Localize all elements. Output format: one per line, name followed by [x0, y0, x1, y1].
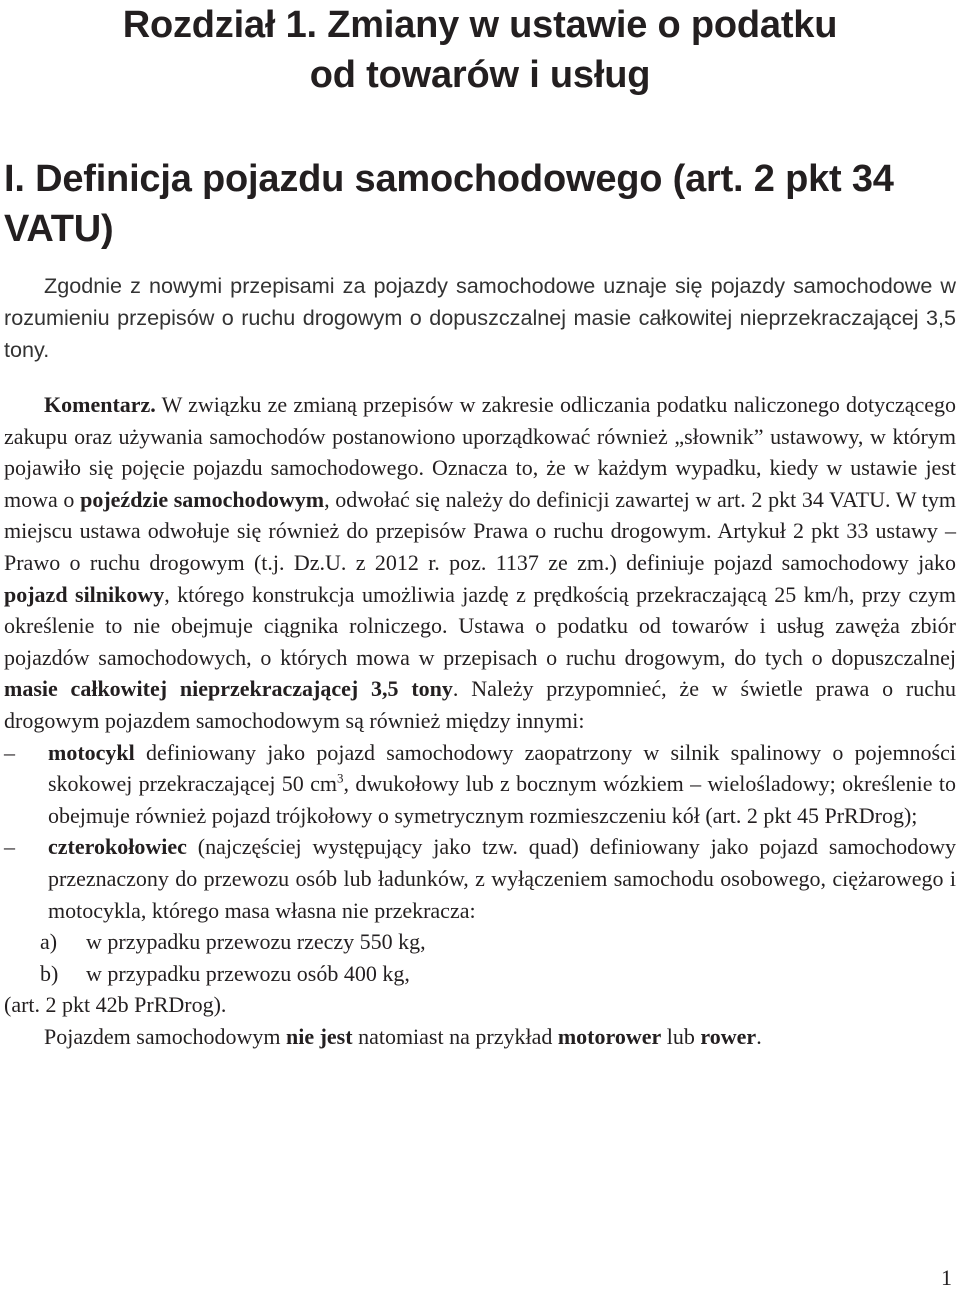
dash-bullet: – [4, 739, 15, 765]
closing-bold-1: nie jest [285, 1023, 353, 1049]
dash-bullet: – [4, 834, 15, 860]
chapter-title-line-1: Rozdział 1. Zmiany w ustawie o podatku [122, 4, 838, 46]
page-number: 1 [941, 1265, 952, 1290]
section-title: I. Definicja pojazdu samochodowego (art. 2 pkt 34 VATU) [4, 158, 894, 250]
article-reference: (art. 2 pkt 42b PrRDrog). [4, 992, 227, 1018]
list-item-term: czterokołowiec [48, 834, 187, 860]
sub-item-b [4, 958, 956, 990]
comment-label: Komentarz. [44, 392, 156, 417]
list-item-czterokolowiec [4, 831, 956, 926]
list-item-term: motocykl [48, 739, 135, 765]
closing-paragraph [4, 1021, 956, 1053]
chapter-title-line-2: od towarów i usług [309, 54, 651, 96]
closing-bold-2: motorower [557, 1023, 662, 1049]
comment-text-2: , odwołać się należy do definicji zawartej w art. 2 pkt 34 VATU. W tym miejscu ustawa odwołuje się również do przepisów Prawa o ruchu drogowym. Artykuł 2 pkt 33 ustawy – Prawo o ruchu drogowym (t.j. Dz.U. z 2012 r. poz. 1137 ze zm.) definiuje pojazd samochodowy jako [4, 486, 956, 575]
closing-text-2: natomiast na przykład [352, 1023, 558, 1049]
comment-bold-1: pojeździe samochodowym [80, 486, 325, 512]
chapter-title [0, 0, 960, 100]
list-item-motocykl [4, 737, 956, 832]
closing-text-3: lub [661, 1023, 701, 1049]
comment-text-1: W związku ze zmianą przepisów w zakresie odliczania podatku naliczonego dotyczącego zakupu oraz używania samochodów postanowiono uporządkować również „słownik” ustawowy, w którym pojawiło się pojęcie pojazdu samochodowego. Oznacza to, że w każdym wypadku, kiedy w ustawie jest mowa o [4, 392, 956, 512]
comment-text-4: . Należy przypomnieć, że w świetle prawa o ruchu drogowym pojazdem samochodowym są również między innymi: [4, 676, 956, 733]
intro-paragraph: Zgodnie z nowymi przepisami za pojazdy samochodowe uznaje się pojazdy samochodowe w rozumieniu przepisów o ruchu drogowym o dopuszczalnej masie całkowitej nieprzekraczającej 3,5 tony. [4, 273, 956, 362]
sub-item-text: w przypadku przewozu osób 400 kg, [86, 960, 410, 986]
comment-bold-3: masie całkowitej nieprzekraczającej 3,5 tony [4, 676, 453, 702]
closing-text-4: . [756, 1023, 762, 1049]
comment-text-3: , którego konstrukcja umożliwia jazdę z prędkością przekraczającą 25 km/h, przy czym określenie to nie obejmuje ciągnika rolniczego. Ustawa o podatku od towarów i usług zawęża zbiór pojazdów samochodowych, o których mowa w przepisach o ruchu drogowym, do tych o dopuszczalnej [4, 581, 957, 670]
superscript: 3 [337, 770, 344, 786]
sub-item-letter: b) [40, 960, 59, 986]
comment-paragraph [4, 389, 956, 737]
closing-bold-3: rower [700, 1023, 757, 1049]
closing-text-1: Pojazdem samochodowym [44, 1023, 286, 1049]
sub-item-a [4, 926, 956, 958]
list-item-text: definiowany jako pojazd samochodowy zaopatrzony w silnik spalinowy o pojemności skokowej przekraczającej 50 cm [48, 739, 956, 797]
comment-section [4, 389, 956, 1052]
list-item-text-continued: , dwukołowy lub z bocznym wózkiem – wielośladowy; określenie to obejmuje również pojazd trójkołowy o symetrycznym rozmieszczeniu kół (art. 2 pkt 45 PrRDrog); [48, 771, 956, 828]
sub-item-text: w przypadku przewozu rzeczy 550 kg, [86, 929, 426, 955]
comment-bold-2: pojazd silnikowy [4, 581, 165, 607]
list-item-text: (najczęściej występujący jako tzw. quad) definiowany jako pojazd samochodowy przeznaczony do przewozu osób lub ładunków, z wyłączeniem samochodu osobowego, ciężarowego i motocykla, którego masa własna nie przekracza: [48, 834, 956, 923]
sub-item-letter: a) [40, 929, 58, 955]
